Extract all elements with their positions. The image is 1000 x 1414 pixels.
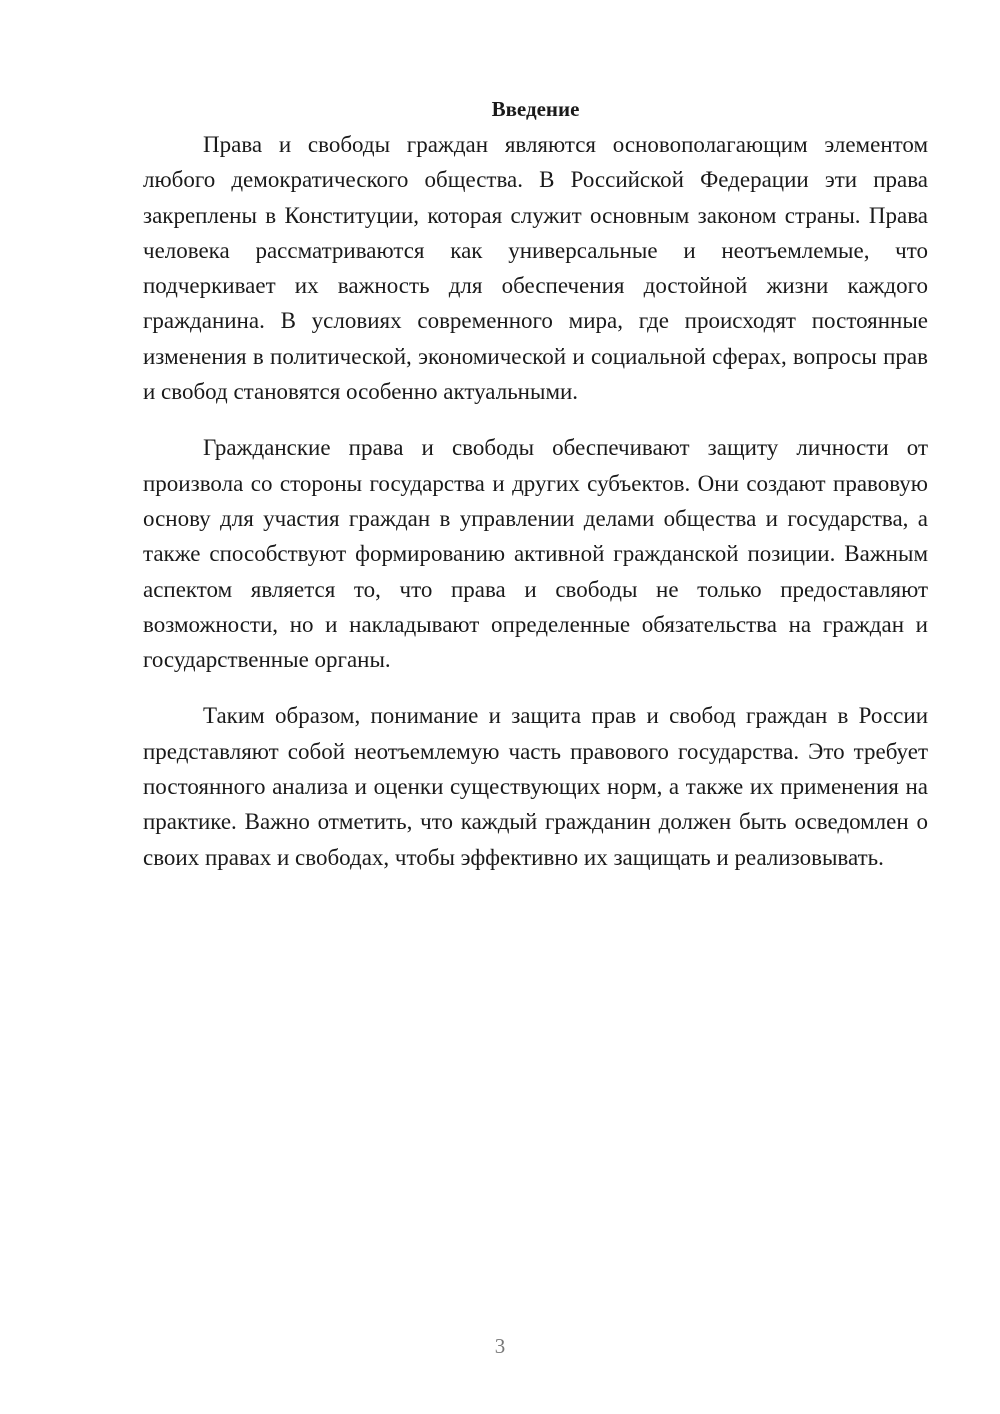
page-number: 3 <box>494 1334 506 1358</box>
paragraph-3: Таким образом, понимание и защита прав и свобод граждан в России представляют собой неотъемлемую часть правового государства. Это требует постоянного анализа и оценки существующих норм, а также их применения на практике. Важно отметить, что каждый гражданин должен быть осведомлен о своих правах и свободах, чтобы эффективно их защищать и реализовывать. <box>143 703 928 870</box>
page-content <box>143 92 928 896</box>
section-title: Введение <box>491 97 580 121</box>
paragraph-2: Гражданские права и свободы обеспечивают защиту личности от произвола со стороны государства и других субъектов. Они создают правовую основу для участия граждан в управлении делами общества и государства, а также способствуют формированию активной гражданской позиции. Важным аспектом является то, что права и свободы не только предоставляют возможности, но и накладывают определенные обязательства на граждан и государственные органы. <box>143 435 928 673</box>
paragraph-1: Права и свободы граждан являются основополагающим элементом любого демократического общества. В Российской Федерации эти права закреплены в Конституции, которая служит основным законом страны. Права человека рассматриваются как универсальные и неотъемлемые, что подчеркивает их важность для обеспечения достойной жизни каждого гражданина. В условиях современного мира, где происходят постоянные изменения в политической, экономической и социальной сферах, вопросы прав и свобод становятся особенно актуальными. <box>143 132 928 405</box>
